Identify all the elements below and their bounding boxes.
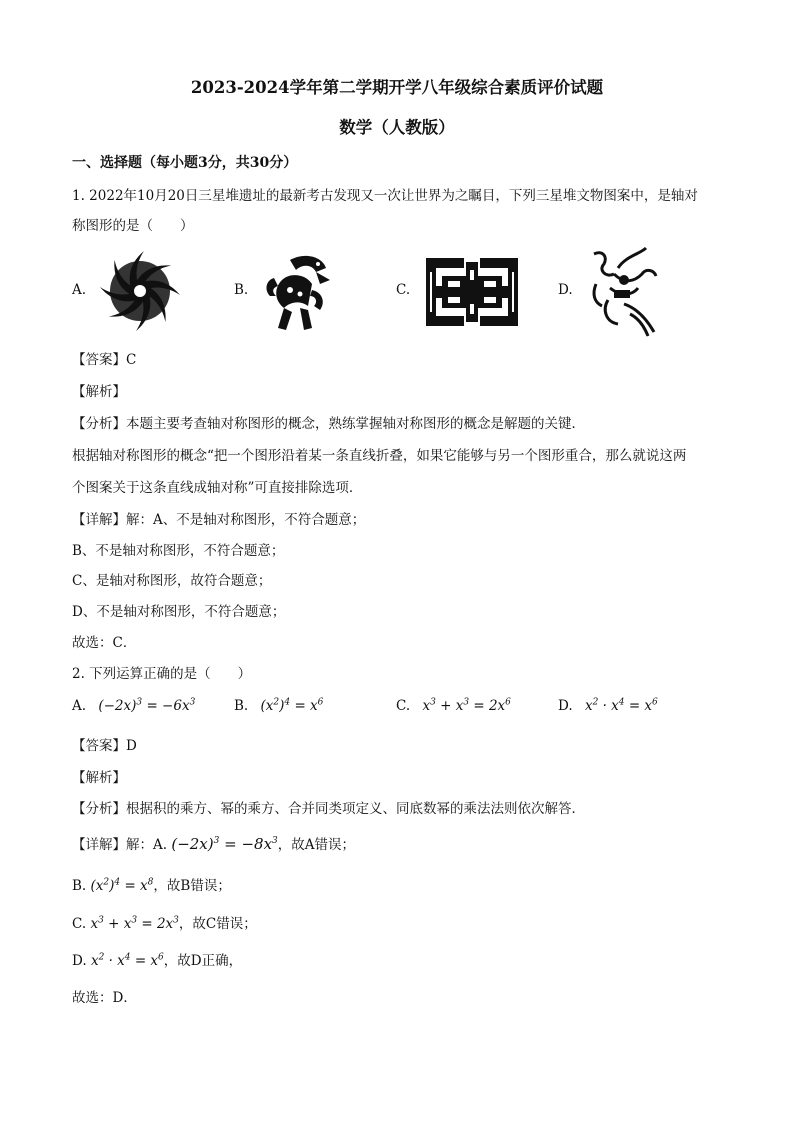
q2-b-lhs-exp: 4: [284, 697, 291, 708]
q2-detail-d-dot: · x: [104, 953, 125, 969]
q2-detail-d-e1: 2: [98, 952, 105, 963]
dragon-pattern-icon: [584, 244, 664, 340]
q2-detail-d-e3: 6: [158, 952, 164, 963]
q2-option-a-letter: A.: [72, 698, 87, 714]
q2-d-rhs-exp: 6: [652, 697, 658, 708]
q2-c-rhs-exp: 6: [505, 697, 511, 708]
q2-detail-b-close: ): [109, 878, 115, 894]
q2-stem: 2. 下列运算正确的是（ ）: [72, 666, 252, 682]
q2-option-b: [234, 698, 323, 714]
q2-analysis-label: 【解析】: [72, 770, 126, 786]
q2-option-a: [72, 698, 195, 714]
q2-b-rhs: = x: [294, 698, 318, 714]
q2-conclusion: 故选：D．: [72, 990, 137, 1006]
q1-stem-line1: 1. 2022年10月20日三星堆遗址的最新考古发现又一次让世界为之瞩目，下列三星堆文物图案中，是轴对: [72, 188, 698, 204]
q2-d-rhs: = x: [624, 698, 653, 714]
q2-a-lhs: (−2x): [98, 698, 137, 714]
q2-detail-a-rhs: = −8x: [219, 835, 273, 853]
q2-c-t2-exp: 3: [463, 697, 470, 708]
q1-detail-2: B、不是轴对称图形，不符合题意；: [72, 543, 285, 559]
q2-detail-a-rhs-exp: 3: [272, 836, 278, 846]
q2-detail-c-suffix: ，故C错误；: [178, 916, 257, 932]
q2-detail-b-exp: 4: [114, 877, 121, 888]
q2-detail-a-suffix: ，故A错误；: [277, 837, 356, 853]
q1-analysis-label: 【解析】: [72, 384, 126, 400]
q2-d-t1-exp: 2: [592, 697, 599, 708]
q2-detail-d-prefix: D.: [72, 953, 91, 969]
q2-option-c: [396, 698, 511, 714]
q2-detail-d-e2: 4: [124, 952, 131, 963]
q2-detail-b: [72, 874, 231, 894]
q1-option-b-letter: B.: [234, 282, 249, 298]
q2-c-plus: + x: [435, 698, 464, 714]
q2-b-inner-exp: 2: [273, 697, 280, 708]
q2-option-d: [558, 698, 658, 714]
section-heading: 一、选择题（每小题3分，共30分）: [72, 155, 298, 171]
q1-answer: 【答案】C: [72, 352, 137, 368]
q2-detail-c-e3: 3: [173, 915, 179, 926]
q1-stem-line2: 称图形的是（ ）: [72, 218, 194, 234]
q2-detail-b-inner: 2: [103, 877, 110, 888]
page-subtitle: 数学（人教版）: [339, 118, 455, 137]
q2-d-t2-exp: 4: [618, 697, 625, 708]
q2-option-c-letter: C.: [396, 698, 411, 714]
q2-detail-a: [72, 833, 355, 853]
q2-a-rhs: = −6x: [146, 698, 190, 714]
q1-detail-1: 【详解】解：A、不是轴对称图形，不符合题意；: [72, 512, 366, 528]
q2-answer: 【答案】D: [72, 738, 137, 754]
q2-detail-c-plus: + x: [103, 916, 132, 932]
q2-b-rhs-exp: 6: [317, 697, 324, 708]
q2-detail-d-t: x: [90, 953, 99, 969]
q1-analysis-line1: 【分析】本题主要考查轴对称图形的概念，熟练掌握轴对称图形的概念是解题的关键．: [72, 416, 585, 432]
q2-b-close: ): [279, 698, 285, 714]
q1-analysis-line3: 个图案关于这条直线成轴对称”可直接排除选项．: [72, 480, 363, 496]
q2-detail-c-e1: 3: [98, 915, 104, 926]
q2-c-rhs: = 2x: [469, 698, 506, 714]
q1-conclusion: 故选：C．: [72, 635, 137, 651]
symmetric-totem-icon: [424, 256, 520, 328]
q2-option-b-letter: B.: [234, 698, 249, 714]
q2-detail-b-suffix: ，故B错误；: [153, 878, 231, 894]
q2-detail-c-t: x: [90, 916, 99, 932]
q2-detail-b-rhs-exp: 8: [147, 877, 154, 888]
q2-d-dot: · x: [598, 698, 619, 714]
q2-detail-c-rhs: = 2x: [137, 916, 174, 932]
q2-detail-d-rhs: = x: [130, 953, 159, 969]
q2-c-t1-exp: 3: [430, 697, 436, 708]
q2-option-d-letter: D.: [558, 698, 573, 714]
q2-b-lhs: (x: [260, 698, 274, 714]
q2-detail-d: [72, 949, 242, 969]
q2-detail-b-rhs: = x: [120, 878, 148, 894]
q2-d-t1: x: [584, 698, 593, 714]
q2-c-t1: x: [422, 698, 431, 714]
q1-option-a-letter: A.: [72, 282, 87, 298]
q1-analysis-line2: 根据轴对称图形的概念“把一个图形沿着某一条直线折叠，如果它能够与另一个图形重合，那么就说这两: [72, 448, 687, 464]
q2-detail-b-prefix: B.: [72, 878, 91, 894]
q2-detail-a-exp: 3: [213, 836, 220, 846]
q2-analysis-line1: 【分析】根据积的乘方、幂的乘方、合并同类项定义、同底数幂的乘法法则依次解答．: [72, 801, 585, 817]
q2-detail-c: [72, 912, 257, 932]
swirl-pattern-icon: [96, 247, 184, 335]
q2-detail-c-prefix: C.: [72, 916, 91, 932]
bird-pattern-icon: [260, 250, 336, 336]
q2-detail-c-e2: 3: [131, 915, 138, 926]
q2-a-lhs-exp: 3: [136, 697, 143, 708]
q1-option-d-letter: D.: [558, 282, 573, 298]
q2-detail-d-suffix: ，故D正确，: [163, 953, 243, 969]
q2-a-rhs-exp: 3: [189, 697, 196, 708]
q2-detail-b-expr: (x: [90, 878, 104, 894]
q2-detail-a-expr: (−2x): [171, 835, 214, 853]
q2-detail-prefix: 【详解】解：A.: [72, 837, 172, 853]
q1-detail-4: D、不是轴对称图形，不符合题意；: [72, 604, 286, 620]
q1-detail-3: C、是轴对称图形，故符合题意；: [72, 573, 272, 589]
page-title: 2023-2024学年第二学期开学八年级综合素质评价试题: [190, 78, 604, 97]
q1-option-c-letter: C.: [396, 282, 411, 298]
